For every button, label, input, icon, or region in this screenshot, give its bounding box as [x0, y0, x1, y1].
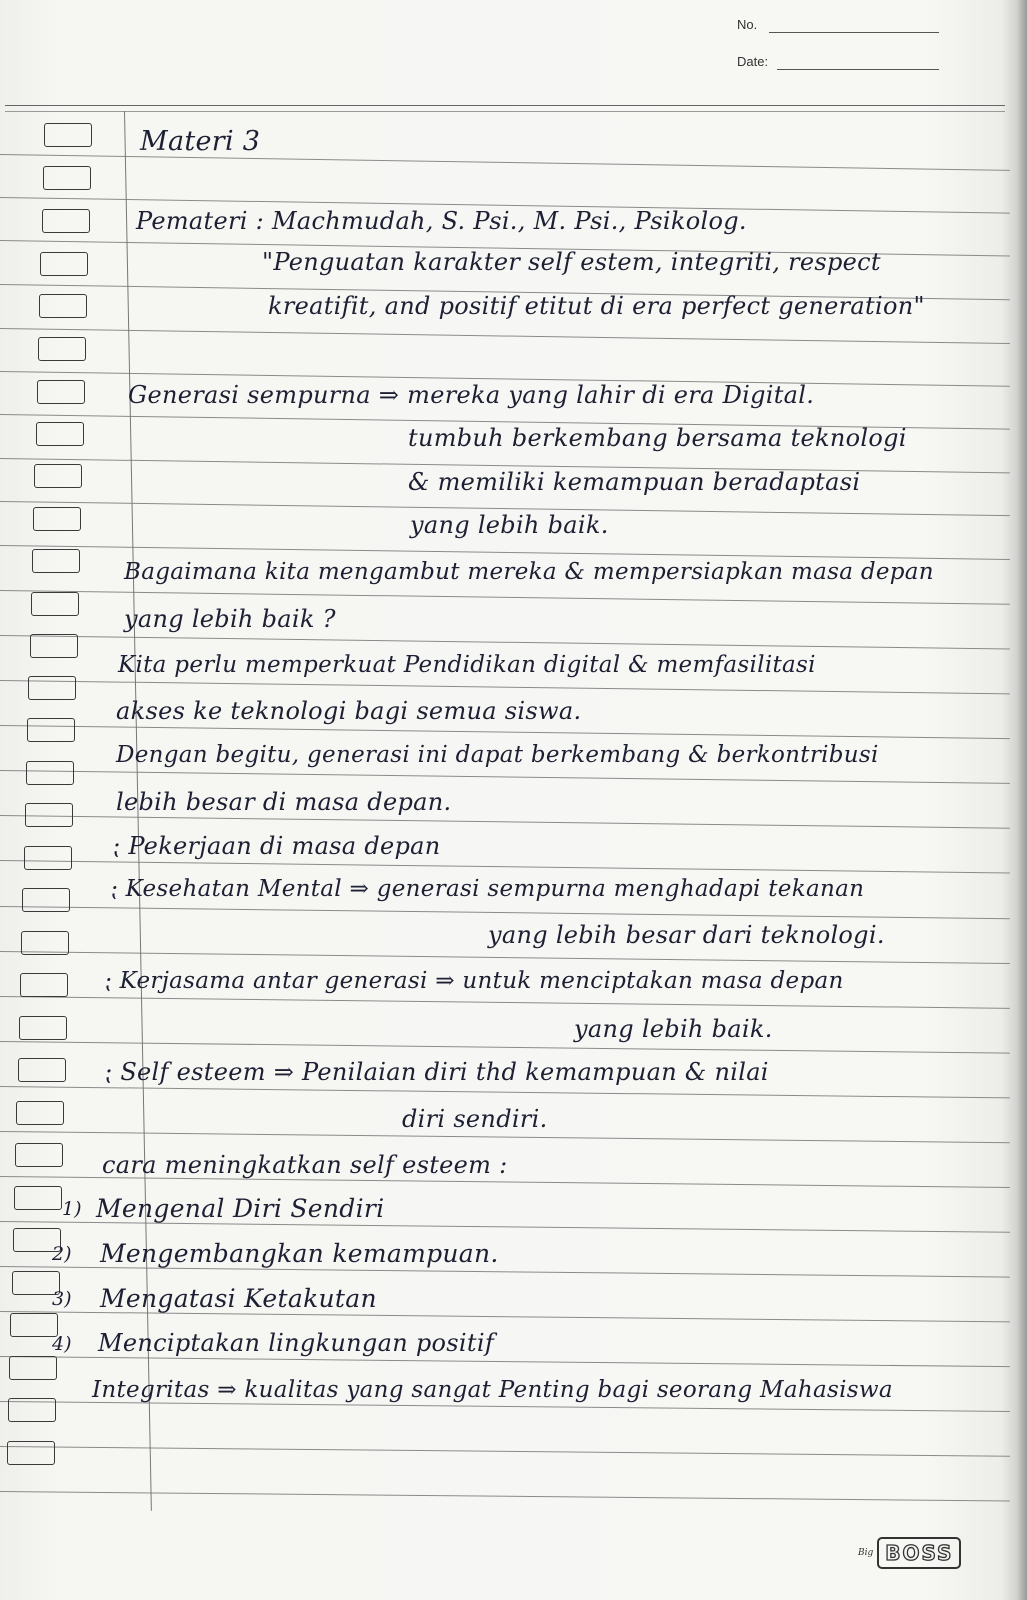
note-line-20: ⁏ Self esteem ⇒ Penilaian diri thd kemampuan & nilai — [104, 1058, 769, 1086]
note-line-16: ⁏ Kesehatan Mental ⇒ generasi sempurna menghadapi tekanan — [110, 876, 865, 902]
note-line-14: lebih besar di masa depan. — [116, 788, 452, 816]
note-line-8: yang lebih baik. — [410, 511, 609, 539]
note-line-23: Mengenal Diri Sendiri — [96, 1194, 385, 1223]
list-number-2: 2) — [52, 1243, 72, 1265]
note-line-7: & memiliki kemampuan beradaptasi — [408, 468, 861, 496]
margin-checkbox[interactable] — [21, 931, 69, 955]
note-line-26: Menciptakan lingkungan positif — [98, 1329, 494, 1357]
margin-checkbox[interactable] — [19, 1016, 67, 1040]
margin-checkbox[interactable] — [27, 718, 75, 742]
header-no-line — [769, 32, 939, 33]
list-number-3: 3) — [52, 1288, 72, 1310]
note-line-12: akses ke teknologi bagi semua siswa. — [116, 697, 582, 725]
note-line-19: yang lebih baik. — [574, 1015, 773, 1043]
margin-checkbox[interactable] — [30, 634, 78, 658]
note-line-17: yang lebih besar dari teknologi. — [488, 921, 885, 949]
header-no-field — [737, 17, 757, 32]
margin-checkbox[interactable] — [25, 803, 73, 827]
note-line-10: yang lebih baik ? — [124, 605, 336, 633]
margin-checkbox[interactable] — [34, 464, 82, 488]
margin-checkbox[interactable] — [28, 676, 76, 700]
list-number-1: 1) — [62, 1198, 82, 1220]
margin-checkbox[interactable] — [38, 337, 86, 361]
note-line-22: cara meningkatkan self esteem : — [102, 1151, 508, 1179]
margin-checkbox[interactable] — [37, 380, 85, 404]
note-line-25: Mengatasi Ketakutan — [100, 1284, 377, 1313]
page-edge-shadow — [1001, 0, 1027, 1600]
note-line-24: Mengembangkan kemampuan. — [100, 1239, 499, 1268]
margin-checkbox[interactable] — [40, 252, 88, 276]
note-line-18: ⁏ Kerjasama antar generasi ⇒ untuk menciptakan masa depan — [104, 968, 844, 994]
margin-checkbox[interactable] — [8, 1398, 56, 1422]
header-no-label: No. — [737, 17, 758, 32]
margin-checkbox[interactable] — [18, 1058, 66, 1082]
header-date-label: Date: — [737, 54, 769, 69]
note-line-3: "Penguatan karakter self estem, integriti, respect — [262, 248, 881, 276]
note-line-27: Integritas ⇒ kualitas yang sangat Penting bagi seorang Mahasiswa — [92, 1377, 893, 1403]
margin-checkbox[interactable] — [15, 1143, 63, 1167]
margin-checkbox[interactable] — [22, 888, 70, 912]
margin-checkbox[interactable] — [43, 166, 91, 190]
note-line-11: Kita perlu memperkuat Pendidikan digital & memfasilitasi — [118, 652, 816, 678]
note-line-15: ⁏ Pekerjaan di masa depan — [112, 832, 441, 860]
note-line-13: Dengan begitu, generasi ini dapat berkembang & berkontribusi — [116, 742, 879, 768]
brand-logo-mark: BOSS — [877, 1537, 961, 1569]
margin-checkbox[interactable] — [39, 294, 87, 318]
note-line-9: Bagaimana kita mengambut mereka & mempersiapkan masa depan — [124, 559, 934, 585]
margin-checkbox[interactable] — [32, 549, 80, 573]
brand-logo — [858, 1536, 961, 1570]
header-date-field — [737, 54, 768, 69]
note-line-1: Materi 3 — [140, 126, 261, 157]
margin-checkbox[interactable] — [7, 1441, 55, 1465]
margin-checkbox[interactable] — [42, 209, 90, 233]
margin-checkbox[interactable] — [24, 846, 72, 870]
margin-checkbox[interactable] — [14, 1186, 62, 1210]
top-rule — [5, 105, 1005, 106]
margin-checkbox[interactable] — [16, 1101, 64, 1125]
note-line-4: kreatifit, and positif etitut di era perfect generation" — [268, 292, 925, 320]
margin-checkbox[interactable] — [26, 761, 74, 785]
margin-checkbox[interactable] — [20, 973, 68, 997]
margin-checkbox[interactable] — [36, 422, 84, 446]
margin-checkbox[interactable] — [44, 123, 92, 147]
header-date-line — [777, 69, 939, 70]
brand-logo-small: Big — [858, 1548, 874, 1558]
margin-checkbox[interactable] — [31, 592, 79, 616]
list-number-4: 4) — [52, 1333, 72, 1355]
note-line-6: tumbuh berkembang bersama teknologi — [408, 424, 907, 452]
note-line-5: Generasi sempurna ⇒ mereka yang lahir di era Digital. — [128, 381, 815, 409]
margin-checkbox[interactable] — [9, 1356, 57, 1380]
margin-checkbox[interactable] — [33, 507, 81, 531]
top-rule-2 — [5, 111, 1005, 112]
note-line-2: Pemateri : Machmudah, S. Psi., M. Psi., Psikolog. — [136, 207, 747, 235]
note-line-21: diri sendiri. — [402, 1105, 548, 1133]
